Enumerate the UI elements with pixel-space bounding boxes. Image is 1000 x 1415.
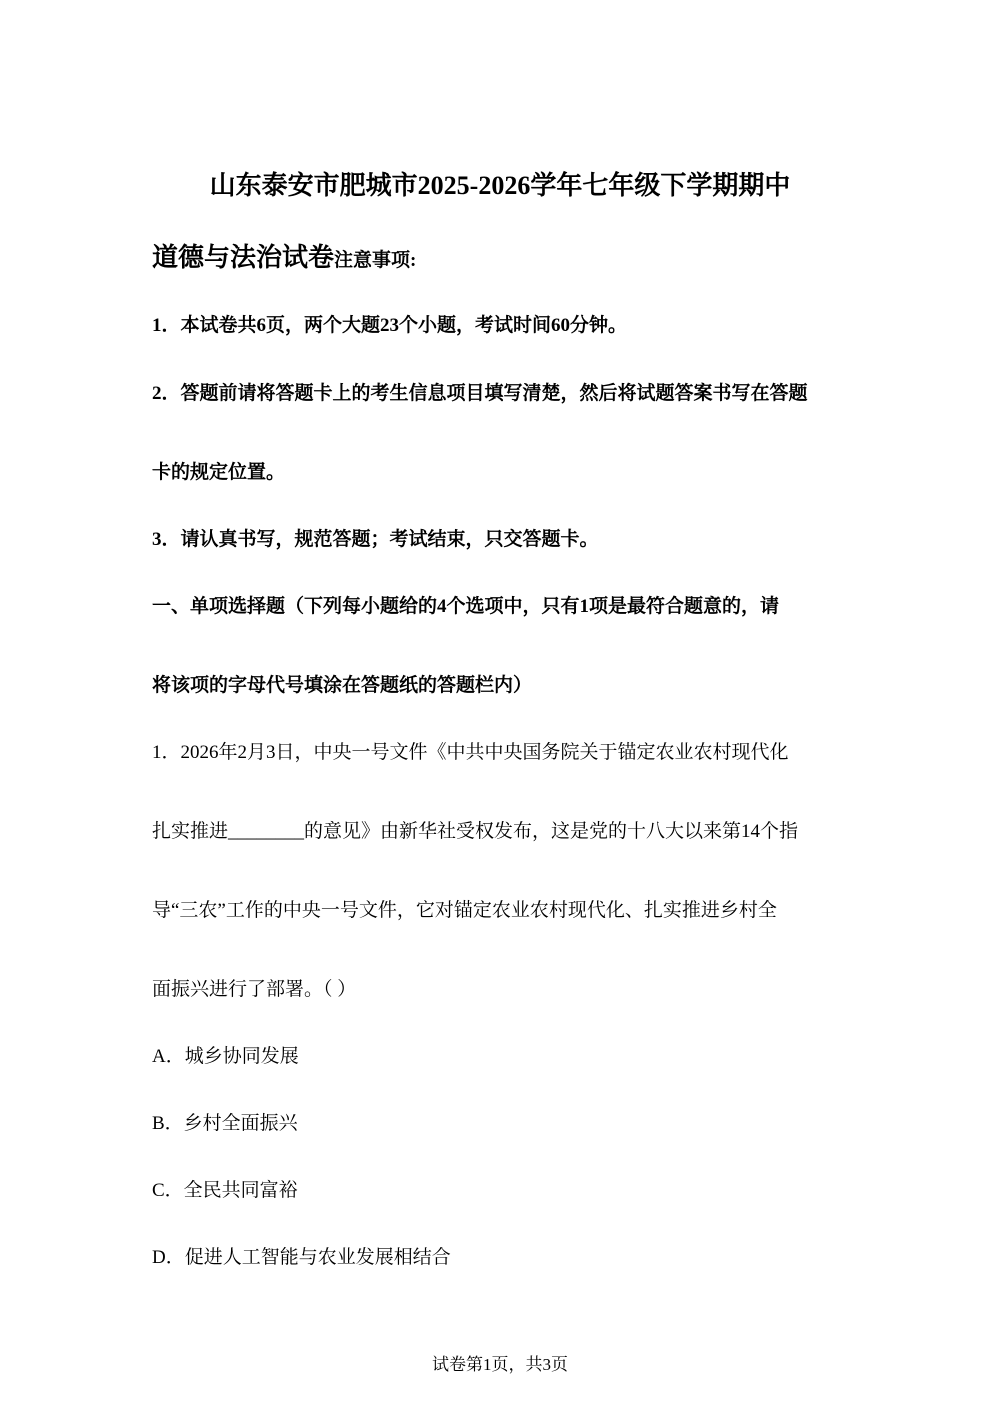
notice-item-3: 3．请认真书写，规范答题；考试结束，只交答题卡。 [152, 529, 599, 550]
question-1-line1: 1．2026年2月3日，中央一号文件《中共中央国务院关于锚定农业农村现代化 [152, 742, 789, 763]
exam-title-line2 [152, 238, 416, 281]
exam-subject: 道德与法治试卷 [152, 243, 335, 272]
question-1-option-a: A．城乡协同发展 [152, 1046, 299, 1067]
question-1-text-after-blank: 的意见》由新华社受权发布，这是党的十八大以来第14个指 [304, 821, 799, 842]
notice-item-2-continued: 卡的规定位置。 [152, 462, 286, 483]
question-1-line3: 导“三农”工作的中央一号文件，它对锚定农业农村现代化、扎实推进乡村全 [152, 900, 777, 921]
notice-heading: 注意事项: [334, 250, 417, 271]
question-1-option-d: D．促进人工智能与农业发展相结合 [152, 1247, 451, 1268]
page-footer: 试卷第1页，共3页 [432, 1355, 568, 1374]
exam-title-line1: 山东泰安市肥城市2025-2026学年七年级下学期期中 [209, 171, 791, 200]
notice-item-2: 2．答题前请将答题卡上的考生信息项目填写清楚，然后将试题答案书写在答题 [152, 383, 808, 404]
section-heading-line2: 将该项的字母代号填涂在答题纸的答题栏内） [152, 675, 533, 696]
question-1-option-c: C．全民共同富裕 [152, 1180, 298, 1201]
section-heading-line1: 一、单项选择题（下列每小题给的4个选项中，只有1项是最符合题意的，请 [152, 596, 780, 617]
question-1-line2 [152, 817, 852, 847]
question-1-line4: 面振兴进行了部署。（ ） [152, 979, 357, 1000]
question-1-blank: ________ [228, 821, 305, 842]
notice-item-1: 1．本试卷共6页，两个大题23个小题，考试时间60分钟。 [152, 315, 628, 336]
question-1-option-b: B．乡村全面振兴 [152, 1113, 298, 1134]
question-1-text-before-blank: 扎实推进 [152, 821, 229, 842]
